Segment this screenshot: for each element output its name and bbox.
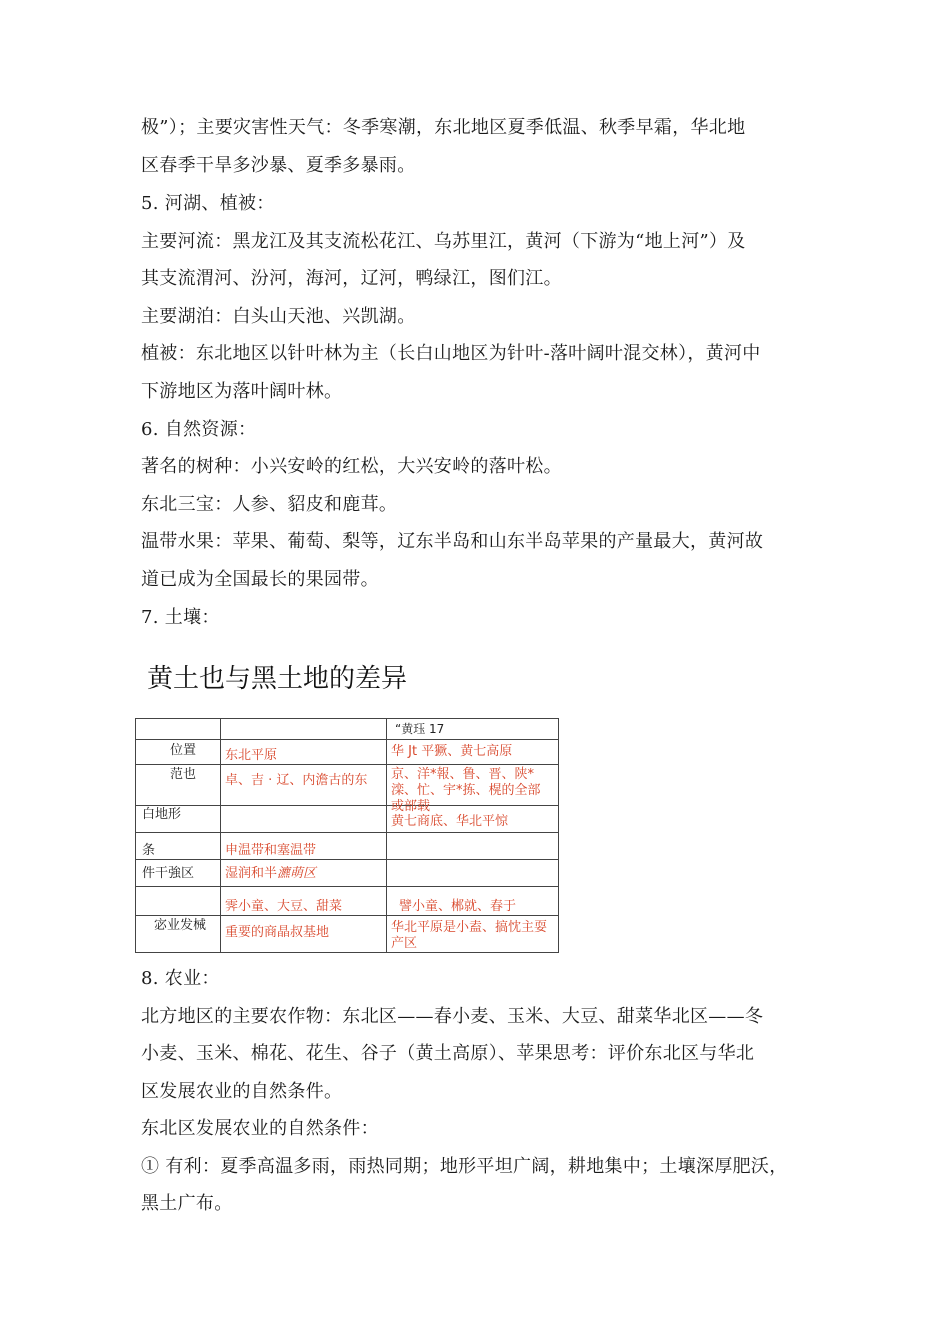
text-line: 著名的树种：小兴安岭的红松，大兴安岭的落叶松。 — [141, 456, 562, 477]
header-cell: “黄珏 17 — [387, 719, 559, 740]
row-label: 宓业发械 — [136, 916, 221, 953]
table-cell: 华 Jt 平獗、黄七高原 — [387, 740, 559, 765]
text-line: 东北三宝：人参、貂皮和鹿茸。 — [141, 494, 398, 515]
table-cell — [387, 833, 559, 860]
text-line: 道已成为全国最长的果园带。 — [141, 569, 379, 590]
table-header-row — [136, 719, 559, 740]
section-heading: 8. 农业： — [141, 968, 220, 989]
table-cell: 卓、吉 · 辽、内澹古的东 — [221, 765, 387, 806]
comparison-table — [135, 718, 559, 953]
row-label: 条 — [136, 833, 221, 860]
row-label — [136, 887, 221, 916]
text-line: 东北区发展农业的自然条件： — [141, 1118, 379, 1139]
table-cell: 东北平原 — [221, 740, 387, 765]
table-row — [136, 833, 559, 860]
section-heading: 6. 自然资源： — [141, 419, 257, 440]
section-heading: 7. 土壤： — [141, 607, 220, 628]
table-cell: 譬小童、郴就、春于 — [387, 887, 559, 916]
table-cell — [221, 806, 387, 833]
text-line: 极”）；主要灾害性天气：冬季寒潮，东北地区夏季低温、秋季早霜，华北地 — [141, 117, 746, 138]
table-cell — [221, 860, 387, 887]
row-label: 白地形 — [136, 806, 221, 833]
table-title: 黄土也与黑土地的差异 — [147, 664, 408, 694]
table-cell: 黄七商底、华北平惊 — [387, 806, 559, 833]
table-cell: 华北平原是小盍、搞忱主耍 产区 — [387, 916, 559, 953]
text-line: ① 有利：夏季高温多雨，雨热同期；地形平坦广阔，耕地集中；土壤深厚肥沃， — [141, 1156, 788, 1177]
row-label: 件干強区 — [136, 860, 221, 887]
climate-text: 湿润和半 — [225, 866, 278, 881]
table-cell: 霁小童、大豆、甜菜 — [221, 887, 387, 916]
text-line: 区春季干旱多沙暴、夏季多暴雨。 — [141, 155, 416, 176]
table-cell: 重要的商晶叔基地 — [221, 916, 387, 953]
text-line: 下游地区为落叶阔叶林。 — [141, 381, 343, 402]
climate-text-italic: 瀌萌区 — [277, 866, 317, 881]
table-row — [136, 887, 559, 916]
table-cell — [387, 765, 559, 814]
header-cell — [136, 719, 221, 740]
header-cell — [221, 719, 387, 740]
text-line: 主要河流：黑龙江及其支流松花江、乌苏里江，黄河（下游为“地上河”）及 — [141, 231, 746, 252]
table-row — [136, 916, 559, 953]
text-line: 区发展农业的自然条件。 — [141, 1081, 343, 1102]
text-line: 小麦、玉米、棉花、花生、谷子（黄土高原）、苹果思考：评价东北区与华北 — [141, 1043, 755, 1064]
table-cell: 申温带和塞温带 — [221, 833, 387, 860]
text-line: 黑土广布。 — [141, 1193, 233, 1214]
text-line: 北方地区的主要农作物：东北区——春小麦、玉米、大豆、甜菜华北区——冬 — [141, 1006, 764, 1027]
table-row — [136, 740, 559, 765]
text-line: 其支流渭河、汾河，海河，辽河，鸭绿江，图们江。 — [141, 268, 562, 289]
table-row — [136, 765, 559, 806]
table-row — [136, 860, 559, 887]
row-label: 范也 — [136, 765, 221, 806]
text-line: 主要湖泊：白头山天池、兴凯湖。 — [141, 306, 416, 327]
scope-text: 京、洋*報、鲁、晋、陕* 滦、忙、宇*拣、榥的全部 或部载 — [391, 767, 541, 814]
table-row — [136, 806, 559, 833]
section-heading: 5. 河湖、植被： — [141, 193, 275, 214]
text-line: 植被：东北地区以针叶林为主（长白山地区为针叶-落叶阔叶混交林），黄河中 — [141, 343, 761, 364]
table-cell — [387, 860, 559, 887]
row-label: 位置 — [136, 740, 221, 765]
text-line: 温带水果：苹果、葡萄、梨等，辽东半岛和山东半岛苹果的产量最大，黄河故 — [141, 531, 764, 552]
